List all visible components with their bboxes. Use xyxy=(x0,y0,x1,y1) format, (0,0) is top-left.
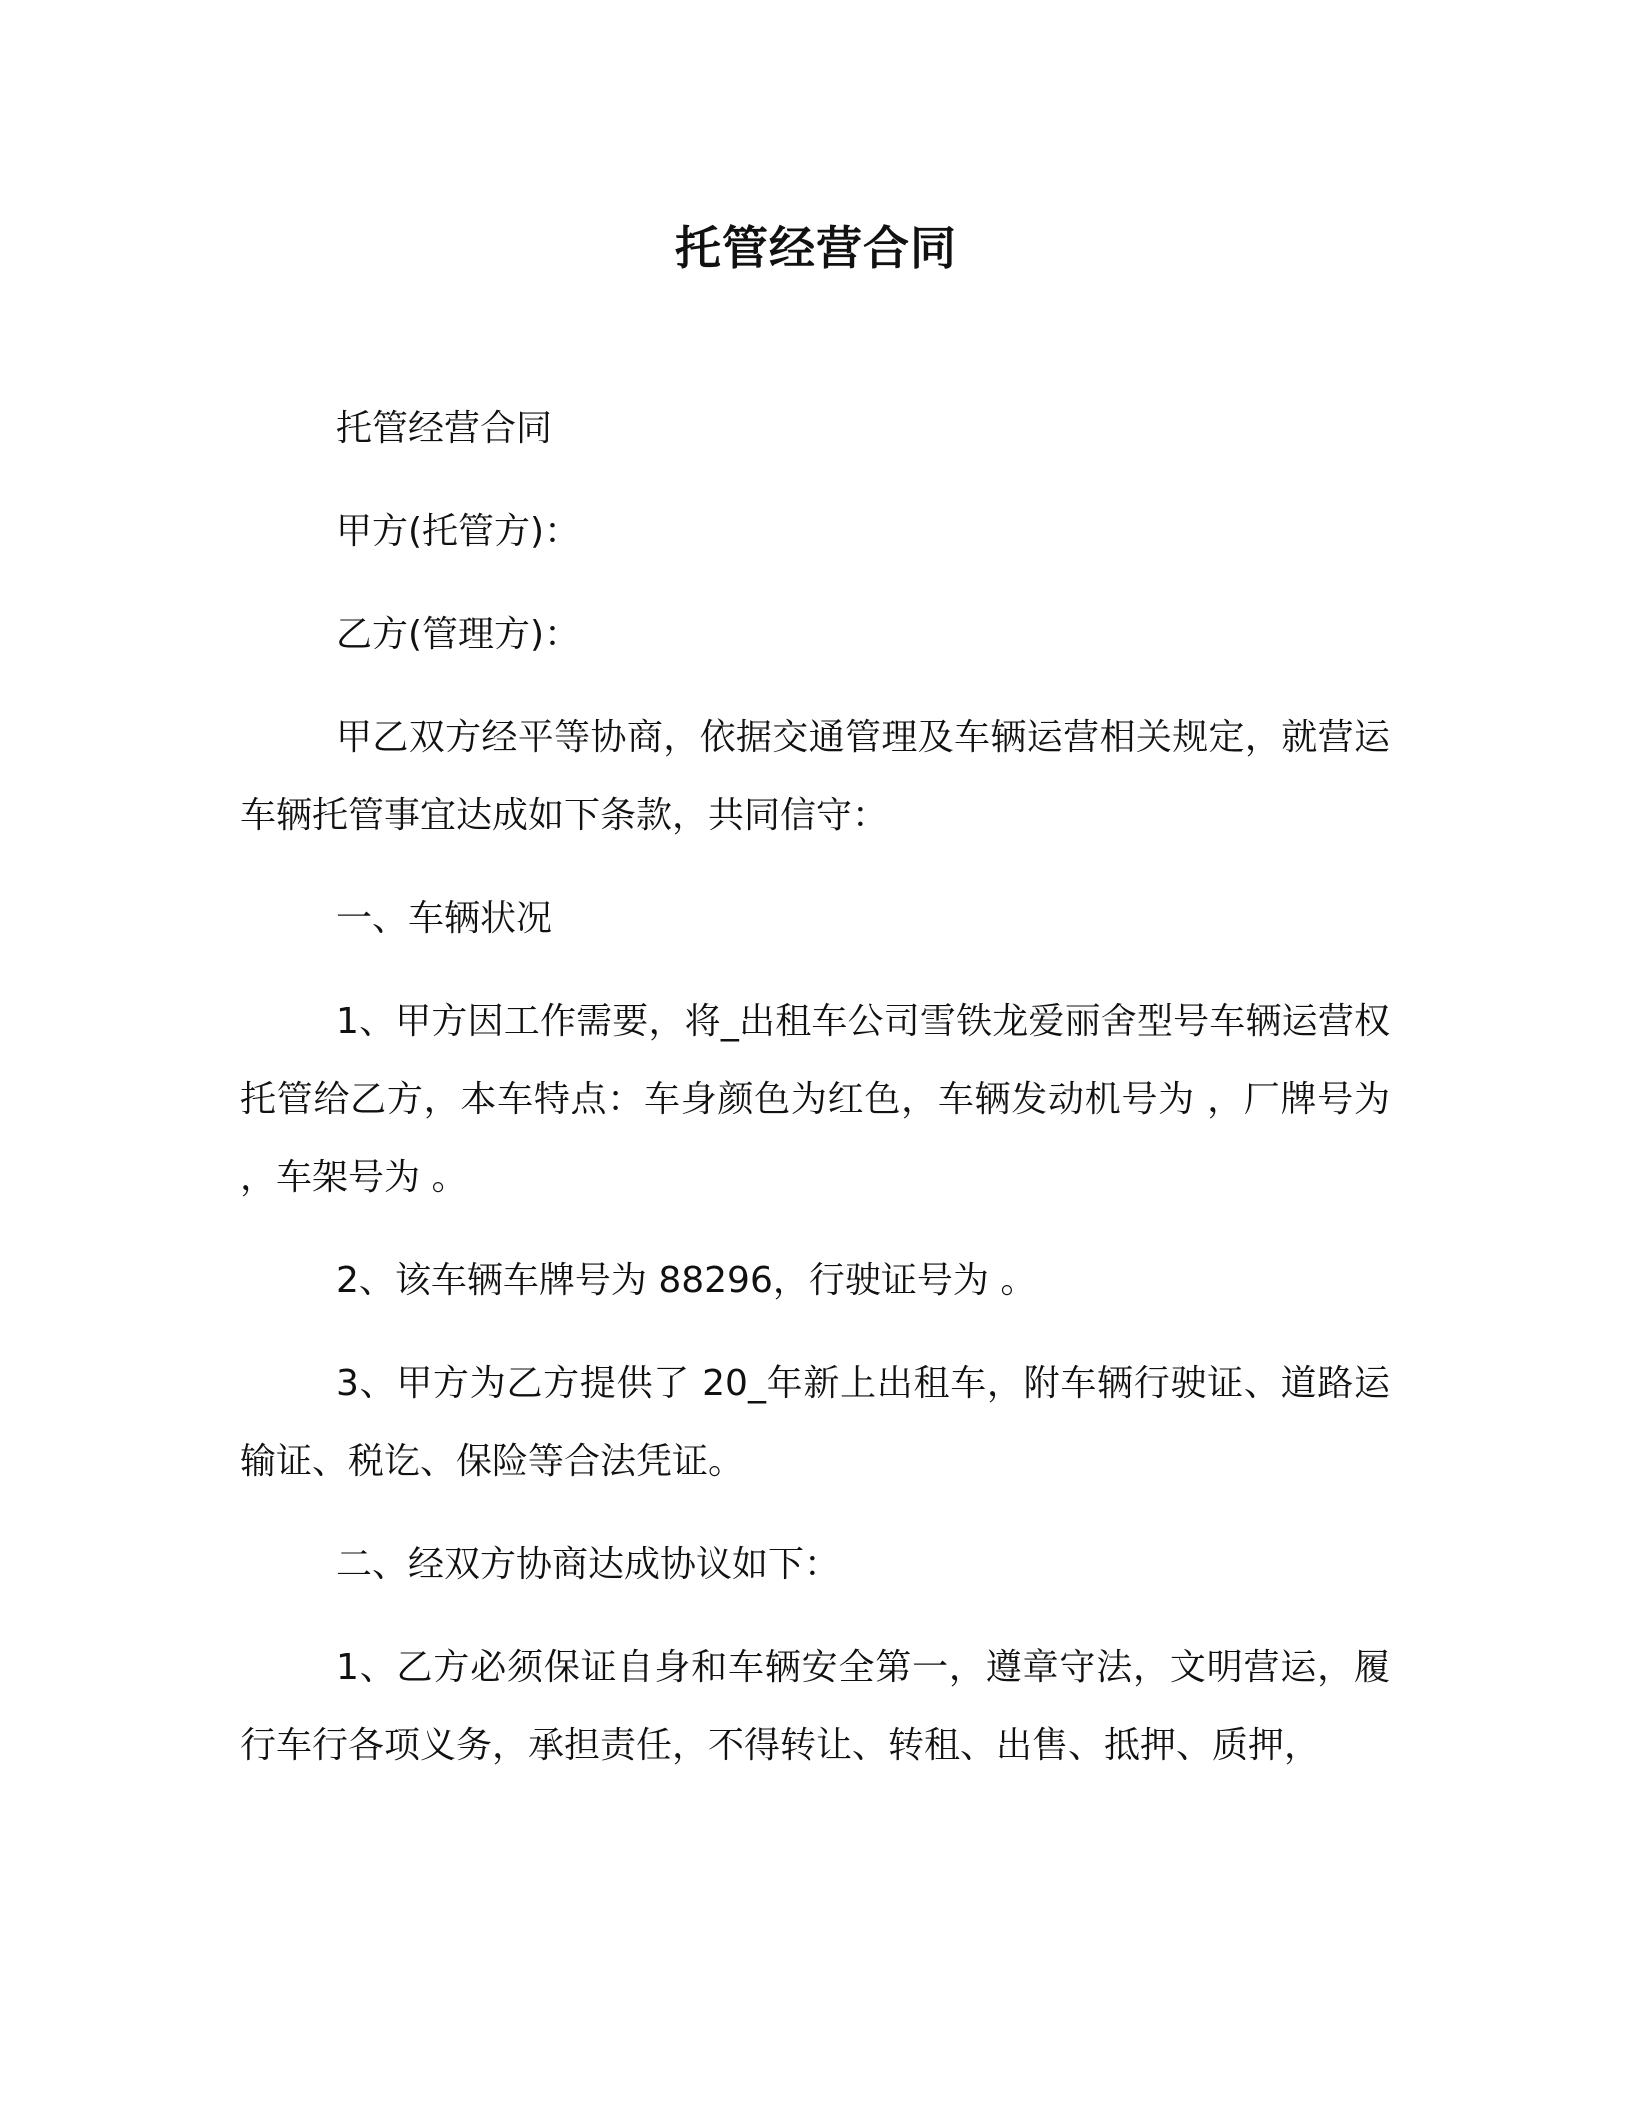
section-heading-vehicle: 一、车辆状况 xyxy=(336,898,553,939)
document-title: 托管经营合同 xyxy=(675,221,957,275)
clause-1-2: 2、该车辆车牌号为 88296，行驶证号为 。 xyxy=(336,1260,1037,1301)
document-body xyxy=(240,390,1390,1810)
party-b-line: 乙方(管理方)： xyxy=(336,614,581,655)
clause-1-3: 3、甲方为乙方提供了 20_年新上出租车，附车辆行驶证、道路运输证、税讫、保险等合法凭证。 xyxy=(240,1363,1390,1482)
party-a-line: 甲方(托管方)： xyxy=(336,511,581,552)
preamble-paragraph: 甲乙双方经平等协商，依据交通管理及车辆运营相关规定，就营运车辆托管事宜达成如下条款，共同信守： xyxy=(240,717,1390,836)
subtitle-paragraph: 托管经营合同 xyxy=(336,408,553,449)
clause-1-1: 1、甲方因工作需要，将_出租车公司雪铁龙爱丽舍型号车辆运营权托管给乙方，本车特点：车身颜色为红色，车辆发动机号为 ，厂牌号为 ，车架号为 。 xyxy=(240,1001,1390,1198)
clause-2-1: 1、乙方必须保证自身和车辆安全第一，遵章守法，文明营运，履行车行各项义务，承担责任，不得转让、转租、出售、抵押、质押， xyxy=(240,1647,1390,1766)
section-heading-agreement: 二、经双方协商达成协议如下： xyxy=(336,1544,841,1585)
